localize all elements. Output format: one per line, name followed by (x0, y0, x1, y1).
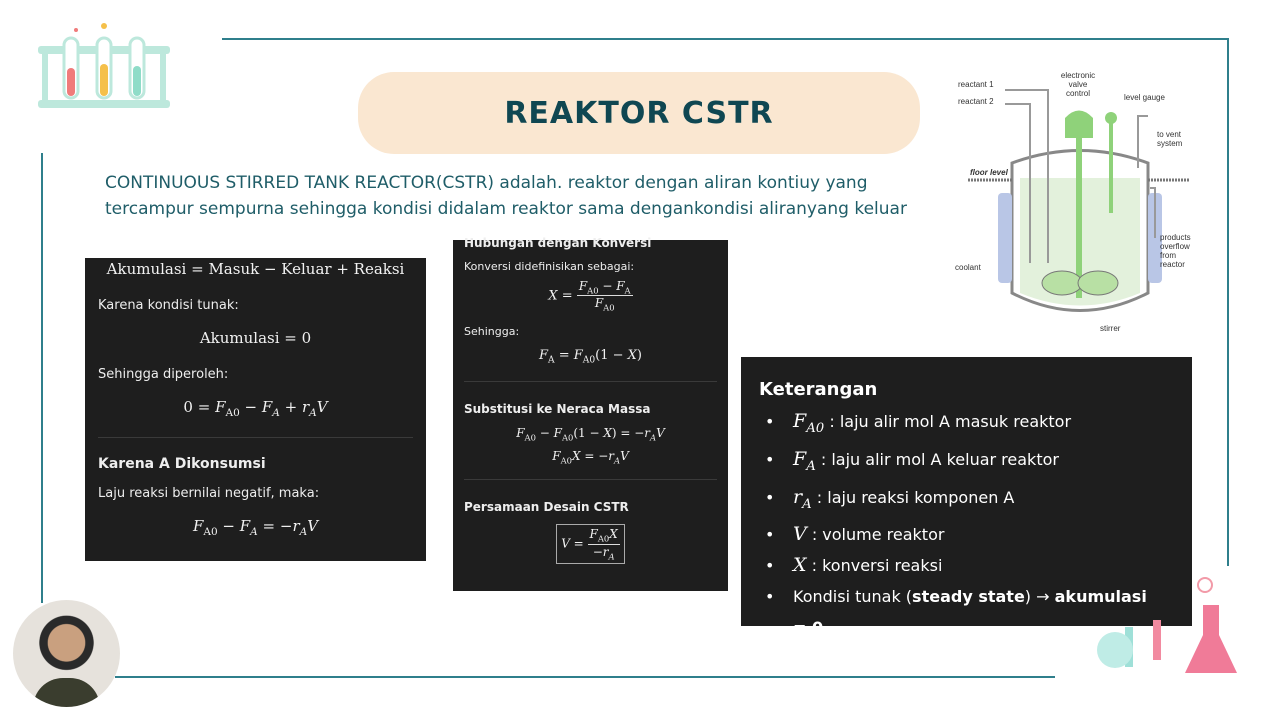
diagram-label: stirrer (1100, 324, 1121, 333)
cstr-drawing (950, 68, 1210, 338)
label: Karena kondisi tunak: (98, 298, 239, 313)
mass-balance-panel (85, 258, 426, 561)
diagram-label: products overflow from reactor (1160, 233, 1191, 269)
frame-right-line (1227, 38, 1229, 566)
section-heading: Hubungan dengan Konversi (464, 236, 652, 250)
diagram-label: level gauge (1124, 93, 1165, 102)
equation: X = $\frac{F_{A0} - F_A}{F_{A0}}$ (548, 279, 631, 313)
label: Sehingga: (464, 324, 520, 338)
cstr-diagram (950, 68, 1210, 338)
list-item: • X : konversi reaksi (759, 550, 1192, 581)
keterangan-heading: Keterangan (759, 379, 878, 400)
list-item: • $r_A$ : laju reaksi komponen A (759, 482, 1192, 520)
diagram-label: reactant 2 (958, 97, 994, 106)
diagram-label: to vent system (1157, 130, 1183, 148)
section-heading: Persamaan Desain CSTR (464, 500, 629, 515)
frame-bottom-line (115, 676, 1055, 678)
equation: $F_{A0}X = -r_AV$ (552, 448, 629, 466)
frame-top-line (222, 38, 1229, 40)
webcam-avatar (13, 600, 120, 707)
diagram-label: electronic valve control (1060, 71, 1096, 98)
list-item: • $F_A$ : laju alir mol A keluar reaktor (759, 444, 1192, 482)
equation: $0 = F_{A0} - F_A + r_AV$ (183, 398, 328, 419)
conversion-panel (453, 236, 728, 591)
frame-left-line (41, 153, 43, 603)
diagram-label: coolant (955, 263, 981, 272)
lab-flask-icon (1085, 575, 1245, 680)
test-tubes-icon (36, 20, 172, 115)
label: Konversi didefinisikan sebagai: (464, 260, 635, 273)
page-title: REAKTOR CSTR (504, 95, 774, 131)
equation: $F_A = F_{A0}(1 - X)$ (538, 347, 642, 366)
equation: Akumulasi = Masuk − Keluar + Reaksi (106, 260, 405, 278)
list-item: • $F_{A0}$ : laju alir mol A masuk reaktor (759, 406, 1192, 444)
equation: Akumulasi = 0 (199, 329, 312, 347)
section-heading: Karena A Dikonsumsi (98, 456, 266, 472)
list-item: • V : volume reaktor (759, 519, 1192, 550)
list-item: • Kondisi tunak (steady state) → akumulasi = 0 (759, 581, 1159, 643)
diagram-label: floor level (970, 168, 1008, 177)
section-heading: Substitusi ke Neraca Massa (464, 402, 651, 417)
label: Sehingga diperoleh: (98, 367, 229, 382)
design-equation: V = $\frac{F_{A0}X}{-r_A}$ (556, 524, 625, 564)
label: Laju reaksi bernilai negatif, maka: (98, 486, 320, 501)
equation: $F_{A0} - F_{A0}(1 - X) = -r_AV$ (516, 426, 665, 443)
description: CONTINUOUS STIRRED TANK REACTOR(CSTR) adalah. reaktor dengan aliran kontiuy yang tercampur sempurna sehingga kondisi didalam reaktor sama dengankondisi aliranyang keluar (105, 173, 907, 219)
diagram-label: reactant 1 (958, 80, 994, 89)
equation: $F_{A0} - F_A = -r_AV$ (192, 517, 319, 538)
title-banner (358, 72, 920, 154)
